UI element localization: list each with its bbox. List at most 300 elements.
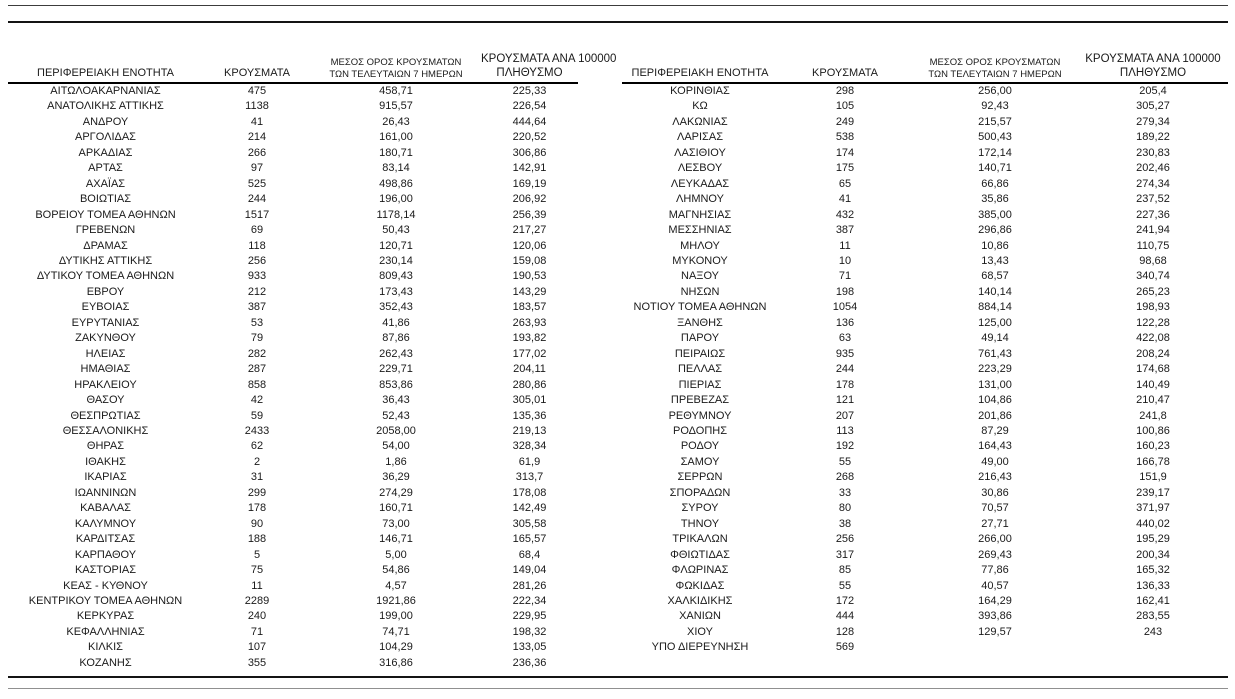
cases-cell: 55 [838,579,852,592]
region-cell: ΝΗΣΩΝ [680,285,720,298]
table-row [8,331,578,346]
avg7-cell: 215,57 [978,115,1012,128]
table-row [622,424,1228,439]
per100k-cell: 227,36 [1136,208,1170,221]
per100k-cell: 183,57 [512,301,547,314]
region-cell: ΘΕΣΠΡΩΤΙΑΣ [70,409,141,422]
table-row [622,300,1228,315]
table-row [8,146,578,161]
avg7-cell: 161,00 [379,131,413,144]
region-cell: ΦΘΙΩΤΙΔΑΣ [670,548,730,561]
cases-cell: 240 [247,610,267,623]
avg7-cell: 1178,14 [376,208,416,221]
avg7-cell: 140,71 [978,162,1012,175]
cases-cell: 63 [838,332,852,345]
per100k-cell: 422,08 [1136,332,1170,345]
avg7-cell: 52,43 [382,409,410,422]
region-cell: ΣΕΡΡΩΝ [677,471,723,484]
region-cell: ΘΕΣΣΑΛΟΝΙΚΗΣ [62,424,149,437]
avg7-cell: 66,86 [981,177,1009,190]
per100k-cell: 226,54 [512,100,547,113]
region-cell: ΝΑΞΟΥ [681,270,719,283]
avg7-cell: 146,71 [379,533,413,546]
region-cell: ΑΡΤΑΣ [88,162,123,175]
region-cell: ΚΑΒΑΛΑΣ [80,502,131,515]
region-cell: ΠΑΡΟΥ [680,332,720,345]
col-header-region-label: ΠΕΡΙΦΕΡΕΙΑΚΗ ΕΝΟΤΗΤΑ [631,67,769,79]
table-row [622,532,1228,547]
region-cell: ΛΕΥΚΑΔΑΣ [670,177,730,190]
avg7-cell: 35,86 [981,193,1009,206]
table-row [8,347,578,362]
avg7-cell: 884,14 [978,301,1012,314]
avg7-cell: 1921,86 [376,594,416,607]
avg7-cell: 160,71 [379,502,413,515]
per100k-cell: 174,68 [1136,363,1170,376]
avg7-cell: 68,57 [981,270,1009,283]
region-cell: ΣΥΡΟΥ [681,502,719,515]
table-row [622,409,1228,424]
top-rule-thin [8,5,1228,6]
avg7-cell: 77,86 [981,564,1009,577]
per100k-cell: 305,01 [512,394,547,407]
region-cell: ΑΝΔΡΟΥ [82,115,129,128]
table-row [622,625,1228,640]
avg7-cell: 164,29 [978,594,1012,607]
table-header-right [622,40,1228,83]
table-row [8,656,578,671]
cases-cell: 75 [250,564,264,577]
region-cell: ΝΟΤΙΟΥ ΤΟΜΕΑ ΑΘΗΝΩΝ [633,301,767,314]
table-row [8,99,578,114]
table-row [622,347,1228,362]
region-cell: ΠΕΙΡΑΙΩΣ [674,347,726,360]
region-cell: ΗΡΑΚΛΕΙΟΥ [74,378,137,391]
avg7-cell: 256,00 [978,85,1012,97]
bottom-rule-thin [8,688,1228,689]
cases-cell: 282 [247,347,267,360]
avg7-cell: 40,57 [981,579,1009,592]
cases-cell: 10 [838,254,852,267]
region-cell: ΕΥΡΥΤΑΝΙΑΣ [71,316,140,329]
cases-cell: 525 [247,177,267,190]
per100k-cell: 98,68 [1139,254,1167,267]
avg7-cell: 164,43 [978,440,1012,453]
col-header-cases-label: ΚΡΟΥΣΜΑΤΑ [224,67,290,79]
per100k-cell: 165,32 [1136,564,1170,577]
cases-cell: 212 [247,285,267,298]
avg7-cell: 266,00 [978,533,1012,546]
table-row [622,501,1228,516]
cases-cell: 298 [835,85,855,97]
region-cell: ΙΘΑΚΗΣ [85,455,126,468]
table-row [622,455,1228,470]
region-cell: ΚΕΡΚΥΡΑΣ [76,610,135,623]
table-row [8,563,578,578]
table-row [622,99,1228,114]
avg7-cell: 83,14 [382,162,410,175]
top-rule-thick [8,21,1228,23]
region-cell: ΙΩΑΝΝΙΝΩΝ [74,486,137,499]
region-cell: ΡΟΔΟΥ [680,440,720,453]
cases-cell: 113 [836,424,854,437]
avg7-cell: 27,71 [981,517,1009,530]
cases-cell: 268 [835,471,855,484]
cases-cell: 53 [250,316,264,329]
col-header-region [622,40,778,83]
region-cell: ΛΗΜΝΟΥ [676,193,724,206]
table-row [8,625,578,640]
avg7-cell: 2058,00 [376,424,416,437]
region-cell: ΛΑΚΩΝΙΑΣ [672,115,728,128]
region-cell: ΗΜΑΘΙΑΣ [80,363,131,376]
table-row [622,517,1228,532]
per100k-cell: 166,78 [1136,455,1170,468]
region-cell: ΠΙΕΡΙΑΣ [678,378,722,391]
avg7-cell: 73,00 [382,517,410,530]
per100k-cell: 222,34 [512,594,547,607]
cases-cell: 174 [835,146,855,159]
cases-cell: 41 [838,193,852,206]
per100k-cell: 229,95 [512,610,547,623]
region-cell: ΑΡΓΟΛΙΔΑΣ [75,131,136,144]
avg7-cell: 36,29 [382,471,410,484]
per100k-cell: 190,53 [512,270,547,283]
avg7-cell: 229,71 [379,363,413,376]
region-cell: ΜΑΓΝΗΣΙΑΣ [668,208,732,221]
avg7-cell: 230,14 [379,254,413,267]
cases-cell: 287 [247,363,267,376]
region-cell: ΑΙΤΩΛΟΑΚΑΡΝΑΝΙΑΣ [50,85,161,97]
col-header-avg7 [311,40,481,83]
table-row [622,378,1228,393]
per100k-cell: 151,9 [1139,471,1167,484]
cases-cell: 11 [251,579,263,592]
avg7-cell: 10,86 [981,239,1009,252]
region-cell: ΦΛΩΡΙΝΑΣ [671,564,729,577]
per100k-cell: 283,55 [1136,610,1170,623]
region-cell: ΚΕΦΑΛΛΗΝΙΑΣ [66,625,145,638]
region-cell: ΚΙΛΚΙΣ [88,641,123,654]
table-row [622,594,1228,609]
table-row [8,177,578,192]
cases-cell: 256 [835,533,855,546]
avg7-cell: 853,86 [379,378,413,391]
avg7-cell: 500,43 [978,131,1012,144]
table-row [8,83,578,99]
cases-cell: 192 [835,440,855,453]
cases-cell: 178 [247,502,267,515]
region-cell: ΔΥΤΙΚΟΥ ΤΟΜΕΑ ΑΘΗΝΩΝ [36,270,175,283]
cases-cell: 38 [838,517,852,530]
per100k-cell: 100,86 [1136,424,1170,437]
col-header-region-label: ΠΕΡΙΦΕΡΕΙΑΚΗ ΕΝΟΤΗΤΑ [37,67,174,79]
cases-cell: 65 [838,177,852,190]
cases-cell: 214 [247,131,267,144]
cases-cell: 11 [839,239,851,252]
per100k-cell: 281,26 [512,579,547,592]
table-row [8,609,578,624]
per100k-cell: 110,75 [1136,239,1170,252]
region-cell: ΛΑΣΙΘΙΟΥ [674,146,726,159]
per100k-cell: 136,33 [1136,579,1170,592]
avg7-cell: 915,57 [379,100,413,113]
region-cell: ΚΑΡΠΑΘΟΥ [74,548,137,561]
avg7-cell: 458,71 [379,85,413,97]
col-header-per100k-line1: ΚΡΟΥΣΜΑΤΑ ΑΝΑ 100000 [481,53,617,65]
avg7-cell: 216,43 [978,471,1012,484]
table-row [8,393,578,408]
per100k-cell: 162,41 [1136,594,1170,607]
per100k-cell: 279,34 [1136,115,1170,128]
cases-cell: 31 [250,471,264,484]
region-cell: ΑΡΚΑΔΙΑΣ [78,146,133,159]
region-cell: ΣΠΟΡΑΔΩΝ [669,486,731,499]
table-row [8,532,578,547]
avg7-cell: 129,57 [978,625,1012,638]
cases-cell: 207 [835,409,855,422]
table-row [8,594,578,609]
table-row [622,579,1228,594]
table-row [8,208,578,223]
region-cell: ΣΑΜΟΥ [680,455,720,468]
region-cell: ΒΟΡΕΙΟΥ ΤΟΜΕΑ ΑΘΗΝΩΝ [35,208,176,221]
per100k-cell: 189,22 [1136,131,1170,144]
per100k-cell: 440,02 [1136,517,1170,530]
per100k-cell: 204,11 [513,363,546,376]
region-cell: ΖΑΚΥΝΘΟΥ [75,332,136,345]
cases-cell: 569 [835,641,855,654]
table-row [622,393,1228,408]
avg7-cell: 385,00 [978,208,1012,221]
cases-cell: 244 [247,193,267,206]
cases-cell: 355 [247,656,267,669]
table-row [8,548,578,563]
table-row [622,146,1228,161]
avg7-cell: 36,43 [382,394,410,407]
per100k-cell: 198,93 [1136,301,1170,314]
cases-cell: 121 [835,394,855,407]
avg7-cell: 196,00 [379,193,413,206]
table-row [8,316,578,331]
per100k-cell: 202,46 [1136,162,1170,175]
per100k-cell: 195,29 [1136,533,1170,546]
avg7-cell: 1,86 [385,455,407,468]
avg7-cell: 120,71 [379,239,413,252]
avg7-cell: 761,43 [978,347,1012,360]
per100k-cell: 274,34 [1136,177,1170,190]
table-row [622,563,1228,578]
cases-cell: 244 [835,363,855,376]
col-header-region [8,40,203,83]
avg7-cell: 352,43 [379,301,413,314]
table-row [622,130,1228,145]
cases-cell: 432 [835,208,855,221]
table-row [8,501,578,516]
cases-cell: 118 [248,239,266,252]
per100k-cell: 61,9 [518,455,541,468]
table-row [8,378,578,393]
region-cell: ΔΥΤΙΚΗΣ ΑΤΤΙΚΗΣ [58,254,153,267]
bottom-rule-thick [8,676,1228,678]
table-row [8,239,578,254]
cases-cell: 136 [835,316,855,329]
cases-cell: 1517 [244,208,270,221]
avg7-cell: 269,43 [978,548,1012,561]
per100k-cell: 142,91 [512,162,547,175]
table-row [8,254,578,269]
per100k-cell: 305,27 [1136,100,1170,113]
per100k-cell: 200,34 [1136,548,1170,561]
table-body-left [8,83,578,671]
avg7-cell: 104,86 [978,394,1012,407]
per100k-cell: 217,27 [512,224,547,237]
cases-cell: 444 [835,610,855,623]
cases-cell: 858 [247,378,267,391]
table-row [8,470,578,485]
avg7-cell [912,640,1078,655]
avg7-cell: 809,43 [379,270,413,283]
cases-cell: 41 [250,115,264,128]
avg7-cell: 201,86 [978,409,1012,422]
per100k-cell: 306,86 [512,146,547,159]
avg7-cell: 87,86 [382,332,410,345]
per100k-cell: 208,24 [1136,347,1170,360]
col-header-per100k-line2: ΠΛΗΘΥΣΜΟ [496,66,563,79]
per100k-cell: 120,06 [512,239,547,252]
region-cell: ΜΥΚΟΝΟΥ [672,254,728,267]
region-cell: ΘΑΣΟΥ [86,394,125,407]
per100k-cell: 210,47 [1136,394,1170,407]
per100k-cell: 193,82 [512,332,547,345]
cases-cell: 387 [247,301,267,314]
avg7-cell: 199,00 [379,610,413,623]
avg7-cell: 87,29 [981,424,1009,437]
per100k-cell: 241,8 [1139,409,1167,422]
cases-cell: 1138 [245,100,269,113]
avg7-cell: 70,57 [981,502,1009,515]
cases-cell: 62 [250,440,264,453]
table-row [622,285,1228,300]
region-cell: ΚΟΖΑΝΗΣ [79,656,132,669]
per100k-cell: 177,02 [512,347,547,360]
table-row [622,609,1228,624]
col-header-per100k-line2: ΠΛΗΘΥΣΜΟ [1119,66,1187,79]
avg7-cell: 41,86 [382,316,410,329]
region-cell: ΤΡΙΚΑΛΩΝ [672,533,728,546]
region-cell: ΚΕΝΤΡΙΚΟΥ ΤΟΜΕΑ ΑΘΗΝΩΝ [28,594,183,607]
cases-cell: 42 [250,394,264,407]
cases-cell: 317 [835,548,855,561]
avg7-cell: 54,00 [382,440,410,453]
avg7-cell: 393,86 [978,610,1012,623]
table-row [8,486,578,501]
region-cell: ΚΑΡΔΙΤΣΑΣ [75,533,136,546]
cases-cell: 105 [835,100,855,113]
per100k-cell: 140,49 [1136,378,1170,391]
regional-cases-table-right [622,40,1228,656]
cases-cell: 933 [247,270,267,283]
region-cell: ΙΚΑΡΙΑΣ [84,471,127,484]
cases-cell: 538 [835,131,855,144]
table-row [622,192,1228,207]
per100k-cell: 133,05 [512,641,547,654]
per100k-cell: 206,92 [512,193,547,206]
table-row [8,285,578,300]
avg7-cell: 26,43 [382,115,410,128]
region-cell: ΛΕΣΒΟΥ [677,162,723,175]
region-cell: ΡΟΔΟΠΗΣ [672,424,728,437]
avg7-cell: 316,86 [379,656,413,669]
cases-cell: 5 [253,548,261,561]
col-header-avg7-line2: ΤΩΝ ΤΕΛΕΥΤΑΙΩΝ 7 ΗΜΕΡΩΝ [928,68,1062,80]
cases-cell: 69 [250,224,264,237]
region-cell: ΕΥΒΟΙΑΣ [81,301,130,314]
avg7-cell: 173,43 [379,285,413,298]
table-row [8,130,578,145]
per100k-cell: 160,23 [1136,440,1170,453]
col-header-avg7 [912,40,1078,83]
table-row [8,115,578,130]
region-cell: ΑΧΑΪΑΣ [85,177,126,190]
table-row [8,640,578,655]
per100k-cell: 305,58 [512,517,547,530]
region-cell: ΧΙΟΥ [687,625,713,638]
region-cell: ΚΕΑΣ - ΚΥΘΝΟΥ [63,579,148,592]
cases-cell: 256 [247,254,267,267]
region-cell: ΤΗΝΟΥ [680,517,720,530]
per100k-cell: 239,17 [1136,486,1170,499]
cases-cell: 249 [835,115,855,128]
table-row [622,486,1228,501]
region-cell: ΛΑΡΙΣΑΣ [676,131,723,144]
cases-cell: 2433 [244,424,270,437]
header-row [8,40,578,83]
cases-cell: 299 [247,486,267,499]
avg7-cell: 498,86 [379,177,413,190]
per100k-cell: 243 [1143,625,1163,638]
per100k-cell: 169,19 [512,177,547,190]
cases-cell: 59 [250,409,264,422]
avg7-cell: 54,86 [382,564,410,577]
avg7-cell: 223,29 [978,363,1012,376]
table-row [622,161,1228,176]
table-row [622,640,1228,655]
per100k-cell: 256,39 [512,208,547,221]
table-row [622,177,1228,192]
per100k-cell: 328,34 [512,440,547,453]
table-row [622,83,1228,99]
cases-cell: 128 [835,625,855,638]
cases-cell: 107 [247,641,267,654]
cases-cell: 33 [838,486,852,499]
table-row [622,362,1228,377]
table-row [8,362,578,377]
region-cell: ΡΕΘΥΜΝΟΥ [668,409,732,422]
region-cell: ΚΟΡΙΝΘΙΑΣ [670,85,730,97]
per100k-cell: 159,08 [512,254,547,267]
avg7-cell: 296,86 [978,224,1012,237]
per100k-cell [1078,640,1228,655]
region-cell: ΒΟΙΩΤΙΑΣ [79,193,132,206]
avg7-cell: 131,00 [978,378,1012,391]
per100k-cell: 68,4 [518,548,541,561]
avg7-cell: 104,29 [379,641,413,654]
avg7-cell: 262,43 [379,347,413,360]
table-row [8,269,578,284]
cases-cell: 1054 [832,301,858,314]
per100k-cell: 225,33 [512,85,547,97]
